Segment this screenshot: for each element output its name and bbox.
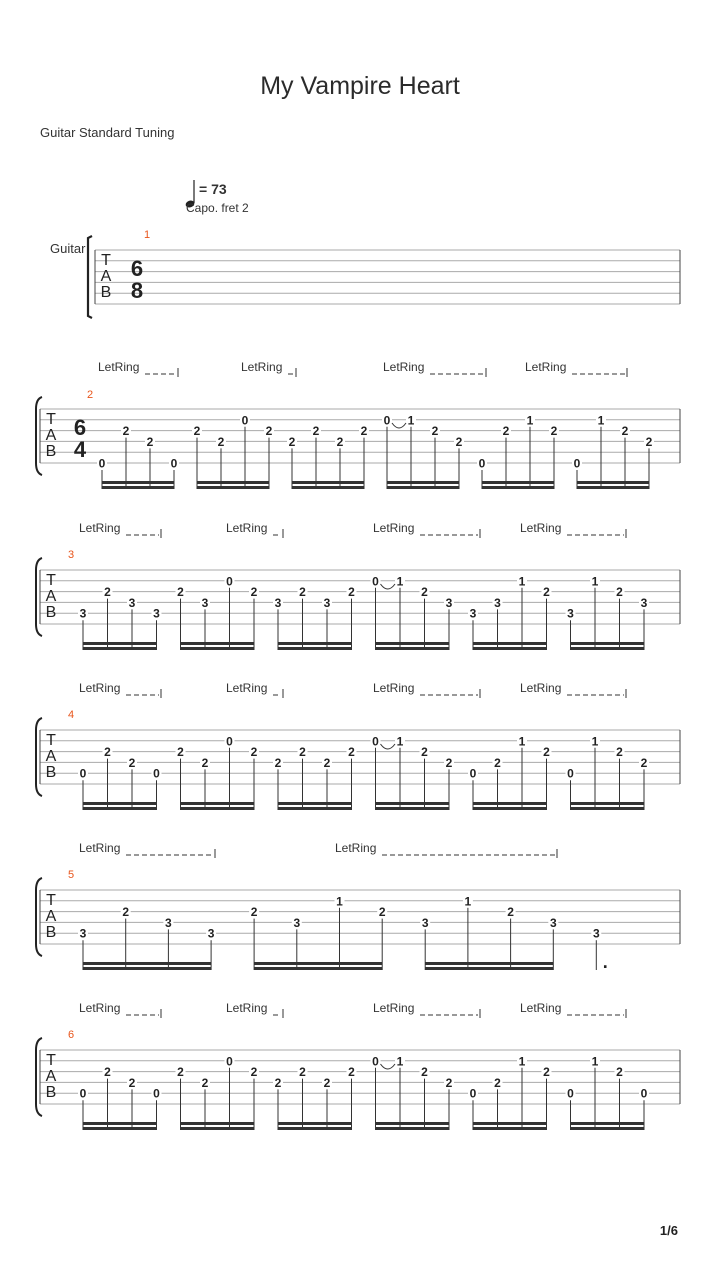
- note-beam: [83, 1127, 157, 1130]
- tab-clef-t: T: [46, 572, 56, 589]
- note-beam: [278, 647, 352, 650]
- fret-number: 2: [312, 424, 320, 439]
- fret-number: 0: [372, 574, 379, 589]
- system-bracket: [88, 236, 92, 318]
- fret-number: 2: [507, 905, 514, 920]
- tab-clef-a: A: [45, 427, 57, 444]
- fret-number: 0: [567, 1086, 574, 1101]
- note-beam: [83, 647, 157, 650]
- fret-number: 2: [288, 434, 296, 449]
- let-ring-label: LetRing: [79, 681, 121, 695]
- fret-number: 1: [526, 413, 534, 428]
- note-beam: [197, 481, 269, 484]
- note-beam: [376, 1122, 450, 1125]
- note-beam: [83, 807, 157, 810]
- tab-clef-b: B: [100, 284, 112, 301]
- tab-clef-t: T: [46, 732, 56, 749]
- fret-number: 2: [348, 585, 355, 600]
- note-beam: [571, 802, 645, 805]
- note-beam: [278, 802, 352, 805]
- fret-number: 0: [153, 766, 160, 781]
- fret-number: 0: [640, 1086, 648, 1101]
- note-beam: [278, 807, 352, 810]
- fret-number: 2: [502, 424, 510, 439]
- let-ring-label: LetRing: [98, 360, 140, 374]
- fret-number: 0: [469, 1086, 477, 1101]
- fret-number: 2: [543, 745, 550, 760]
- note-beam: [278, 1122, 352, 1125]
- fret-number: 2: [616, 585, 623, 600]
- fret-number: 3: [640, 595, 648, 610]
- note-beam: [181, 802, 255, 805]
- fret-number: 1: [396, 574, 404, 589]
- note-beam: [425, 967, 553, 970]
- tab-clef-b: B: [45, 924, 57, 941]
- fret-number: 1: [597, 413, 605, 428]
- let-ring-label: LetRing: [525, 360, 567, 374]
- note-beam: [571, 1127, 645, 1130]
- let-ring-label: LetRing: [226, 521, 268, 535]
- note-beam: [181, 807, 255, 810]
- measure-number: 6: [67, 1029, 75, 1041]
- fret-number: 2: [201, 1075, 209, 1090]
- note-beam: [376, 1127, 450, 1130]
- fret-number: 1: [518, 734, 526, 749]
- fret-number: 3: [274, 595, 282, 610]
- note-beam: [473, 1122, 547, 1125]
- fret-number: 2: [274, 1075, 282, 1090]
- tab-clef-b: B: [45, 764, 57, 781]
- note-beam: [83, 962, 211, 965]
- fret-number: 2: [265, 424, 273, 439]
- note-beam: [473, 647, 547, 650]
- note-beam: [181, 1122, 255, 1125]
- fret-number: 0: [226, 734, 233, 749]
- note-beam: [376, 807, 450, 810]
- track-name-label: Guitar: [50, 241, 86, 256]
- note-beam: [254, 962, 382, 965]
- song-title: My Vampire Heart: [260, 72, 460, 100]
- let-ring-label: LetRing: [373, 681, 415, 695]
- fret-number: 2: [616, 745, 623, 760]
- measure-number: 4: [67, 709, 75, 721]
- note-beam: [571, 807, 645, 810]
- fret-number: 2: [250, 905, 258, 920]
- fret-number: 0: [478, 456, 486, 471]
- tie-arc: [392, 423, 406, 428]
- note-beam: [83, 967, 211, 970]
- fret-number: 2: [621, 424, 629, 439]
- fret-number: 2: [323, 1075, 331, 1090]
- fret-number: 2: [421, 745, 428, 760]
- note-beam: [102, 486, 174, 489]
- note-beam: [571, 642, 645, 645]
- note-beam: [482, 486, 554, 489]
- fret-number: 2: [104, 585, 111, 600]
- note-beam: [181, 647, 255, 650]
- tab-system-3: [36, 529, 680, 650]
- tab-clef-b: B: [45, 443, 57, 460]
- fret-number: 2: [274, 755, 282, 770]
- fret-number: 2: [299, 1065, 306, 1080]
- let-ring-label: LetRing: [373, 521, 415, 535]
- tab-clef-t: T: [46, 411, 56, 428]
- tab-clef-t: T: [101, 252, 111, 269]
- let-ring-label: LetRing: [226, 681, 268, 695]
- time-signature-numerator: 6: [130, 256, 144, 281]
- fret-number: 1: [518, 1054, 526, 1069]
- time-signature-numerator: 6: [73, 415, 87, 440]
- fret-number: 2: [445, 755, 453, 770]
- fret-number: 2: [494, 1075, 501, 1090]
- note-beam: [482, 481, 554, 484]
- fret-number: 1: [591, 1054, 599, 1069]
- fret-number: 1: [518, 574, 526, 589]
- fret-number: 2: [378, 905, 386, 920]
- fret-number: 2: [445, 1075, 453, 1090]
- fret-number: 1: [336, 894, 343, 909]
- tab-clef-t: T: [46, 892, 56, 909]
- fret-number: 3: [79, 606, 87, 621]
- note-beam: [292, 486, 364, 489]
- note-beam: [254, 967, 382, 970]
- tab-clef-a: A: [100, 268, 112, 285]
- note-beam: [83, 642, 157, 645]
- tempo-value: = 73: [199, 181, 227, 197]
- fret-number: 3: [592, 926, 600, 941]
- fret-number: 0: [573, 456, 581, 471]
- time-signature-denominator: 4: [73, 437, 87, 462]
- fret-number: 3: [79, 926, 87, 941]
- note-beam: [83, 802, 157, 805]
- fret-number: 2: [128, 1075, 136, 1090]
- measure-number: 1: [143, 229, 151, 241]
- fret-number: 2: [250, 1065, 258, 1080]
- note-beam: [376, 802, 450, 805]
- tie-arc: [381, 744, 396, 749]
- fret-number: 2: [543, 585, 550, 600]
- fret-number: 1: [396, 1054, 404, 1069]
- fret-number: 2: [616, 1065, 623, 1080]
- note-beam: [181, 1127, 255, 1130]
- fret-number: 3: [549, 915, 557, 930]
- fret-number: 2: [250, 745, 258, 760]
- fret-number: 0: [98, 456, 106, 471]
- fret-number: 0: [372, 1054, 379, 1069]
- fret-number: 1: [407, 413, 415, 428]
- note-beam: [278, 1127, 352, 1130]
- tab-clef-b: B: [45, 1084, 57, 1101]
- let-ring-label: LetRing: [226, 1001, 268, 1015]
- fret-number: 0: [383, 413, 391, 428]
- tab-system-2: [36, 368, 680, 489]
- fret-number: 3: [207, 926, 215, 941]
- fret-number: 0: [226, 1054, 233, 1069]
- fret-number: 2: [336, 434, 344, 449]
- fret-number: 1: [591, 734, 599, 749]
- fret-number: 1: [464, 894, 472, 909]
- tab-system-4: [36, 689, 680, 810]
- fret-number: 2: [360, 424, 368, 439]
- note-beam: [197, 486, 269, 489]
- fret-number: 2: [104, 745, 111, 760]
- note-beam: [387, 481, 459, 484]
- fret-number: 0: [567, 766, 574, 781]
- fret-number: 3: [567, 606, 574, 621]
- fret-number: 2: [122, 905, 130, 920]
- fret-number: 2: [250, 585, 258, 600]
- fret-number: 1: [591, 574, 599, 589]
- fret-number: 2: [645, 434, 653, 449]
- let-ring-label: LetRing: [520, 521, 562, 535]
- let-ring-label: LetRing: [79, 521, 121, 535]
- fret-number: 3: [128, 595, 136, 610]
- fret-number: 1: [396, 734, 404, 749]
- let-ring-label: LetRing: [241, 360, 283, 374]
- fret-number: 0: [226, 574, 233, 589]
- let-ring-label: LetRing: [79, 1001, 121, 1015]
- tab-system-5: [36, 849, 680, 970]
- note-beam: [473, 807, 547, 810]
- fret-number: 2: [494, 755, 501, 770]
- fret-number: 0: [79, 1086, 87, 1101]
- tab-clef-a: A: [45, 1068, 57, 1085]
- fret-number: 3: [494, 595, 501, 610]
- note-beam: [387, 486, 459, 489]
- fret-number: 2: [550, 424, 558, 439]
- note-beam: [571, 1122, 645, 1125]
- fret-number: 2: [177, 585, 184, 600]
- fret-number: 0: [372, 734, 379, 749]
- tab-clef-a: A: [45, 748, 57, 765]
- fret-number: 0: [241, 413, 249, 428]
- fret-number: 2: [323, 755, 331, 770]
- fret-number: 2: [122, 424, 130, 439]
- tab-clef-a: A: [45, 588, 57, 605]
- fret-number: 2: [299, 585, 306, 600]
- tuning-label: Guitar Standard Tuning: [40, 125, 175, 140]
- fret-number: 2: [543, 1065, 550, 1080]
- tab-clef-t: T: [46, 1052, 56, 1069]
- fret-number: 2: [640, 755, 648, 770]
- fret-number: 2: [177, 745, 184, 760]
- fret-number: 2: [421, 585, 428, 600]
- fret-number: 2: [146, 434, 154, 449]
- augmentation-dot: .: [602, 952, 608, 972]
- fret-number: 3: [293, 915, 301, 930]
- fret-number: 2: [348, 745, 355, 760]
- note-beam: [571, 647, 645, 650]
- fret-number: 2: [455, 434, 463, 449]
- tab-clef-b: B: [45, 604, 57, 621]
- note-beam: [83, 1122, 157, 1125]
- fret-number: 2: [299, 745, 306, 760]
- fret-number: 3: [323, 595, 331, 610]
- let-ring-label: LetRing: [383, 360, 425, 374]
- page-number: 1/6: [659, 1223, 678, 1238]
- fret-number: 2: [431, 424, 439, 439]
- fret-number: 0: [79, 766, 87, 781]
- note-beam: [425, 962, 553, 965]
- tie-arc: [381, 1064, 396, 1069]
- let-ring-label: LetRing: [79, 841, 121, 855]
- note-beam: [473, 802, 547, 805]
- fret-number: 3: [165, 915, 172, 930]
- let-ring-label: LetRing: [373, 1001, 415, 1015]
- let-ring-label: LetRing: [520, 1001, 562, 1015]
- fret-number: 3: [201, 595, 209, 610]
- note-beam: [278, 642, 352, 645]
- note-beam: [376, 647, 450, 650]
- note-beam: [292, 481, 364, 484]
- fret-number: 2: [193, 424, 201, 439]
- measure-number: 5: [67, 869, 75, 881]
- note-beam: [473, 1127, 547, 1130]
- time-signature-denominator: 8: [130, 278, 144, 303]
- let-ring-label: LetRing: [520, 681, 562, 695]
- measure-number: 3: [67, 549, 75, 561]
- fret-number: 3: [153, 606, 160, 621]
- fret-number: 3: [469, 606, 477, 621]
- fret-number: 3: [421, 915, 429, 930]
- fret-number: 2: [128, 755, 136, 770]
- note-beam: [181, 642, 255, 645]
- fret-number: 0: [469, 766, 477, 781]
- fret-number: 2: [201, 755, 209, 770]
- tab-system-6: [36, 1009, 680, 1130]
- tab-system-1: [88, 236, 680, 318]
- let-ring-label: LetRing: [335, 841, 377, 855]
- note-beam: [577, 481, 649, 484]
- fret-number: 0: [170, 456, 178, 471]
- note-beam: [577, 486, 649, 489]
- fret-number: 3: [445, 595, 453, 610]
- fret-number: 2: [217, 434, 225, 449]
- fret-number: 2: [421, 1065, 428, 1080]
- tab-clef-a: A: [45, 908, 57, 925]
- capo-label: Capo. fret 2: [186, 201, 249, 215]
- fret-number: 2: [348, 1065, 355, 1080]
- tie-arc: [381, 584, 396, 589]
- note-beam: [102, 481, 174, 484]
- fret-number: 2: [104, 1065, 111, 1080]
- note-beam: [473, 642, 547, 645]
- fret-number: 0: [153, 1086, 160, 1101]
- measure-number: 2: [86, 389, 94, 401]
- fret-number: 2: [177, 1065, 184, 1080]
- note-beam: [376, 642, 450, 645]
